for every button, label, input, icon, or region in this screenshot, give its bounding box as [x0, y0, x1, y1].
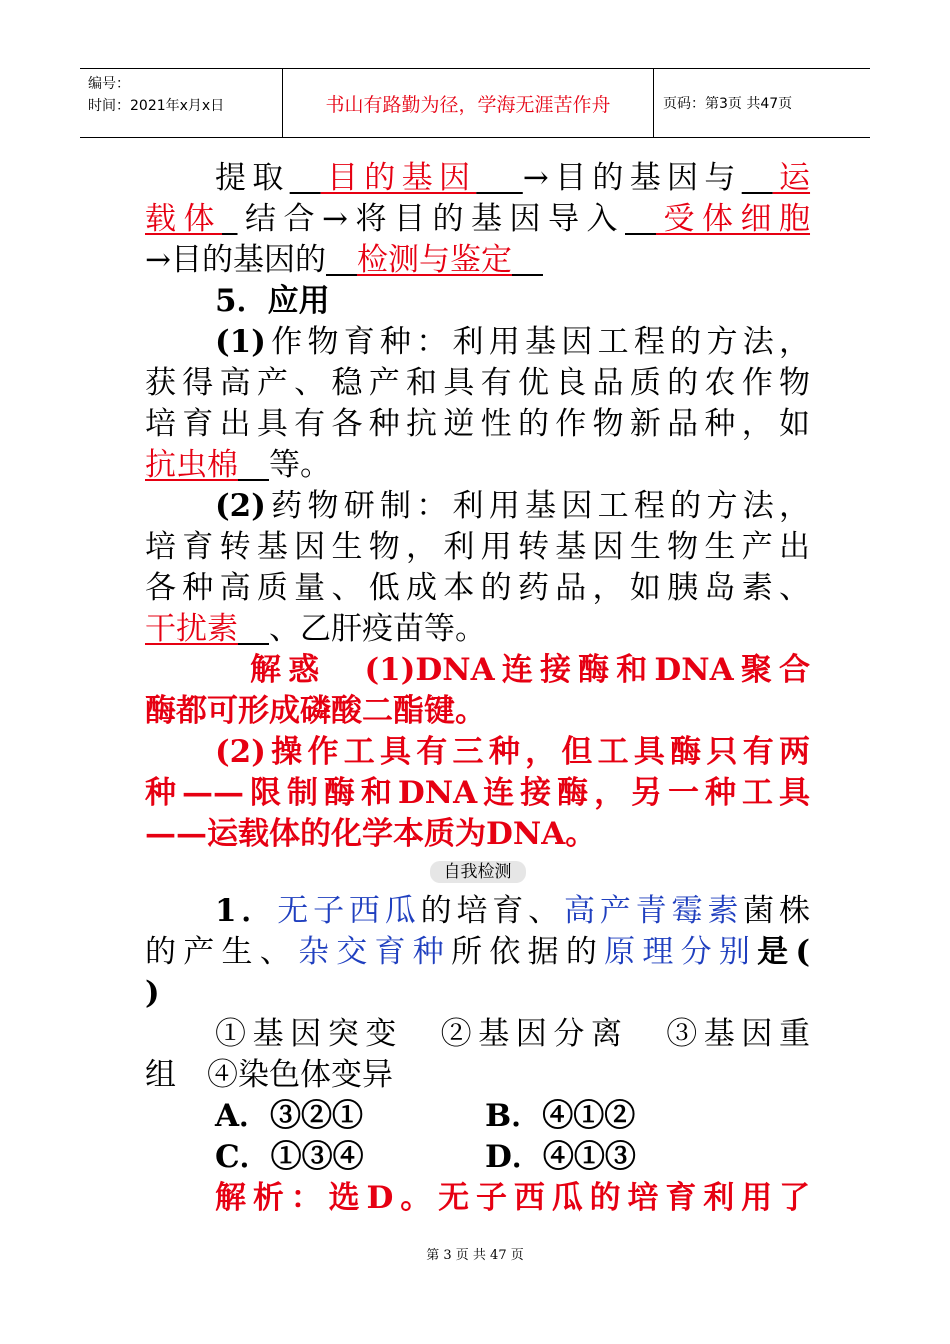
option-c[interactable]: C．①③④ — [215, 1139, 364, 1175]
question-line: 组 ④染色体变异 — [145, 1057, 393, 1093]
blank — [476, 160, 523, 196]
blank — [512, 242, 543, 278]
text-line: 各种高质量、低成本的药品，如胰岛素、 — [145, 570, 810, 606]
keyword: 无子西瓜 — [277, 893, 421, 929]
badge-label: 自我检测 — [430, 861, 526, 883]
text-span: →目的基因与 — [522, 160, 742, 196]
question-line: ) — [145, 975, 160, 1011]
blank — [238, 611, 269, 647]
answer-vector-part: 载体 — [145, 201, 223, 237]
answer-vector-part: 运 — [772, 160, 811, 196]
text-line — [145, 445, 810, 486]
section-heading: 5．应用 — [215, 283, 330, 319]
question-line — [145, 891, 810, 932]
header-meta — [88, 73, 283, 117]
question-line: ①基因突变 ②基因分离 ③基因重 — [215, 1016, 810, 1052]
option-a[interactable]: A．③②① — [215, 1098, 364, 1134]
header-motto: 书山有路勤为径，学海无涯苦作舟 — [325, 93, 611, 116]
text-line — [145, 240, 810, 281]
text-span: 结合→将目的基因导入 — [237, 201, 625, 237]
text-span: 的产生、 — [145, 934, 299, 970]
blank — [625, 201, 656, 237]
header-divider — [653, 69, 654, 137]
text-line — [145, 609, 810, 650]
text-span: 提取 — [215, 160, 290, 196]
option-b[interactable]: B．④①② — [485, 1098, 636, 1134]
explanation-line: 种——限制酶和DNA连接酶，另一种工具 — [145, 775, 810, 811]
text-line: 获得高产、稳产和具有优良品质的农作物 — [145, 365, 810, 401]
question-line — [145, 932, 810, 973]
explanation-line: 酶都可形成磷酸二酯键。 — [145, 693, 486, 729]
blank — [326, 242, 357, 278]
text-line — [145, 486, 810, 527]
text-span: 是( — [757, 934, 811, 970]
page-header — [80, 68, 870, 138]
answer-target-gene: 目的基因 — [320, 160, 477, 196]
number-label: 编号： — [88, 76, 130, 92]
question-number: 1． — [215, 893, 278, 929]
options-row — [145, 1096, 810, 1137]
keyword: 原理分别 — [604, 934, 758, 970]
time-label: 时间：2021年x月x日 — [88, 98, 225, 114]
text-line — [145, 199, 810, 240]
blank — [238, 447, 269, 483]
answer-interferon: 干扰素 — [145, 611, 238, 647]
page-footer: 第 3 页 共 47 页 — [426, 1248, 524, 1263]
option-d[interactable]: D．④①③ — [485, 1139, 636, 1175]
self-test-badge — [145, 859, 810, 885]
answer-detection: 检测与鉴定 — [356, 242, 512, 278]
text-span: 所依据的 — [451, 934, 605, 970]
text-span: (1) — [215, 324, 266, 360]
options-row — [145, 1137, 810, 1178]
answer-recipient-cell: 受体细胞 — [656, 201, 811, 237]
text-line — [145, 322, 810, 363]
answer-insect-cotton: 抗虫棉 — [145, 447, 238, 483]
explanation-line: ——运载体的化学本质为DNA。 — [145, 816, 597, 852]
explanation-line: (2)操作工具有三种，但工具酶只有两 — [215, 734, 810, 770]
text-line: 培育转基因生物，利用转基因生物生产出 — [145, 529, 810, 565]
text-span: 的培育、 — [420, 893, 564, 929]
answer-line: 解析：选D。无子西瓜的培育利用了 — [215, 1180, 810, 1216]
blank — [742, 160, 773, 196]
blank — [290, 160, 321, 196]
keyword: 高产青霉素 — [563, 893, 744, 929]
text-span: 、乙肝疫苗等。 — [269, 611, 486, 647]
explanation-line: 解惑 (1)DNA连接酶和DNA聚合 — [250, 652, 810, 688]
blank — [222, 201, 238, 237]
text-span: 菌株 — [743, 893, 811, 929]
text-line — [145, 158, 810, 199]
text-span: 等。 — [269, 447, 331, 483]
keyword: 杂交育种 — [298, 934, 452, 970]
text-span: →目的基因的 — [145, 242, 326, 278]
text-span: 药物研制：利用基因工程的方法， — [265, 488, 810, 524]
header-page-info: 页码：第3页 共47页 — [663, 96, 793, 112]
text-span: 作物育种：利用基因工程的方法， — [265, 324, 810, 360]
text-line: 培育出具有各种抗逆性的作物新品种，如 — [145, 406, 810, 442]
document-body — [145, 158, 810, 1219]
text-span: (2) — [215, 488, 266, 524]
